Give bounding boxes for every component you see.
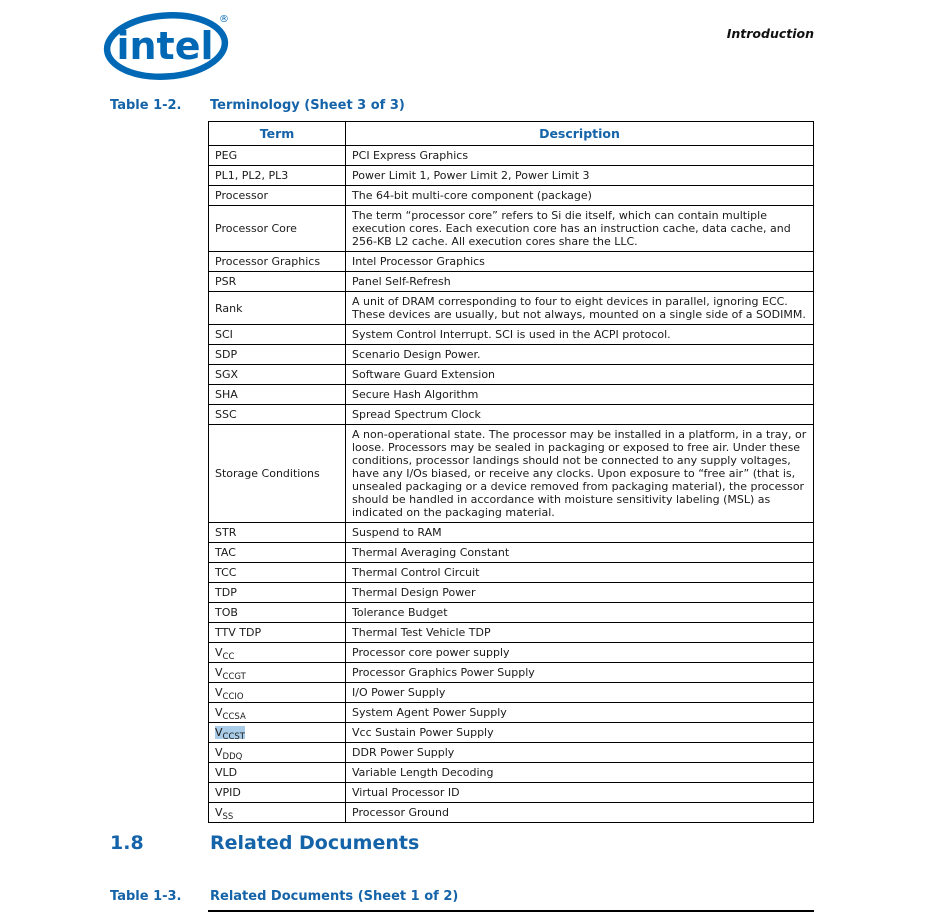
header-row <box>209 122 814 146</box>
term-text: Processor <box>215 189 268 202</box>
term-cell <box>209 186 346 206</box>
table-row <box>209 623 814 643</box>
term-subscript: CCIO <box>222 692 244 703</box>
description-cell: System Control Interrupt. SCI is used in the ACPI protocol. <box>346 325 814 345</box>
description-cell: Software Guard Extension <box>346 365 814 385</box>
description-cell: The 64-bit multi-core component (package) <box>346 186 814 206</box>
term-text: STR <box>215 526 237 539</box>
table-row <box>209 252 814 272</box>
description-cell: Virtual Processor ID <box>346 783 814 803</box>
terminology-table <box>208 121 814 823</box>
term-text: $V_{CCIO}$ <box>215 686 244 703</box>
description-cell: Tolerance Budget <box>346 603 814 623</box>
description-cell: Processor Ground <box>346 803 814 823</box>
description-cell: Panel Self-Refresh <box>346 272 814 292</box>
term-text: SCI <box>215 328 233 341</box>
table-row <box>209 186 814 206</box>
table-row <box>209 743 814 763</box>
term-text: PL1, PL2, PL3 <box>215 169 289 182</box>
highlighted-term: $V_{CCST}$ <box>215 726 245 743</box>
table-row <box>209 166 814 186</box>
term-cell <box>209 663 346 683</box>
column-header-description: Description <box>346 122 814 146</box>
table-row <box>209 643 814 663</box>
description-cell: Thermal Test Vehicle TDP <box>346 623 814 643</box>
term-cell <box>209 783 346 803</box>
column-header-term: Term <box>209 122 346 146</box>
term-text: VLD <box>215 766 238 779</box>
table-row <box>209 345 814 365</box>
term-text: TTV TDP <box>215 626 262 639</box>
term-cell <box>209 683 346 703</box>
table-1-3-caption <box>110 889 458 904</box>
term-cell <box>209 166 346 186</box>
table-row <box>209 405 814 425</box>
term-cell <box>209 543 346 563</box>
table-row <box>209 583 814 603</box>
table-row <box>209 146 814 166</box>
table-1-2-caption <box>110 98 405 113</box>
term-cell <box>209 405 346 425</box>
description-cell: Scenario Design Power. <box>346 345 814 365</box>
description-cell: PCI Express Graphics <box>346 146 814 166</box>
term-cell <box>209 425 346 523</box>
registered-trademark-icon: ® <box>219 14 229 25</box>
table-1-2-caption-label: Table 1-2. <box>110 98 182 113</box>
term-cell <box>209 292 346 325</box>
table-row <box>209 325 814 345</box>
description-cell: Vcc Sustain Power Supply <box>346 723 814 743</box>
term-text: PEG <box>215 149 238 162</box>
term-subscript: CCSA <box>222 712 246 723</box>
term-text: $V_{SS}$ <box>215 806 234 823</box>
table-row <box>209 563 814 583</box>
term-text: SHA <box>215 388 238 401</box>
term-text: SDP <box>215 348 238 361</box>
term-text: Rank <box>215 301 243 315</box>
table-row <box>209 425 814 523</box>
term-cell <box>209 146 346 166</box>
table-row <box>209 703 814 723</box>
table-row <box>209 763 814 783</box>
term-text: TCC <box>215 566 237 579</box>
table-row <box>209 206 814 252</box>
term-text: SGX <box>215 368 239 381</box>
term-cell <box>209 272 346 292</box>
table-1-2-caption-title: Terminology (Sheet 3 of 3) <box>210 98 405 113</box>
description-cell: Intel Processor Graphics <box>346 252 814 272</box>
term-text: SSC <box>215 408 237 421</box>
term-subscript: CC <box>222 652 235 663</box>
term-cell <box>209 385 346 405</box>
description-cell: A unit of DRAM corresponding to four to eight devices in parallel, ignoring ECC. These devices are usually, but not always, mounted on a single side of a SODIMM. <box>346 292 814 325</box>
section-number: 1.8 <box>110 832 144 854</box>
description-cell: Variable Length Decoding <box>346 763 814 783</box>
intel-logo-graphic <box>103 5 233 81</box>
table-row <box>209 543 814 563</box>
intel-logo-text: intel <box>116 24 214 68</box>
term-text: $V_{CCGT}$ <box>215 666 246 683</box>
table-1-3-top-border <box>208 910 814 912</box>
table-row <box>209 272 814 292</box>
term-cell <box>209 325 346 345</box>
term-subscript: DDQ <box>222 752 243 763</box>
term-cell <box>209 252 346 272</box>
term-cell <box>209 643 346 663</box>
description-cell: Processor core power supply <box>346 643 814 663</box>
term-cell <box>209 703 346 723</box>
table-row <box>209 292 814 325</box>
description-cell: I/O Power Supply <box>346 683 814 703</box>
description-cell: Processor Graphics Power Supply <box>346 663 814 683</box>
description-cell: Thermal Design Power <box>346 583 814 603</box>
section-title: Related Documents <box>210 832 420 854</box>
term-subscript: SS <box>222 812 234 823</box>
description-cell: Secure Hash Algorithm <box>346 385 814 405</box>
term-text: $V_{CC}$ <box>215 646 235 663</box>
term-cell <box>209 603 346 623</box>
table-1-3-caption-title: Related Documents (Sheet 1 of 2) <box>210 889 459 904</box>
term-text: VPID <box>215 786 241 799</box>
table-row <box>209 385 814 405</box>
terminology-table-body <box>209 146 814 823</box>
term-cell <box>209 763 346 783</box>
term-text: TOB <box>215 606 238 619</box>
term-text: TAC <box>215 546 236 559</box>
term-cell <box>209 743 346 763</box>
term-text: $V_{DDQ}$ <box>215 746 243 763</box>
term-subscript: CCST <box>222 732 245 743</box>
term-cell <box>209 723 346 743</box>
section-heading-related-documents <box>110 832 419 854</box>
term-text: PSR <box>215 275 237 288</box>
term-text: $V_{CCSA}$ <box>215 706 246 723</box>
terminology-table-header <box>209 122 814 146</box>
term-cell <box>209 345 346 365</box>
description-cell: DDR Power Supply <box>346 743 814 763</box>
description-cell: Spread Spectrum Clock <box>346 405 814 425</box>
table-row <box>209 663 814 683</box>
table-row <box>209 723 814 743</box>
table-row <box>209 523 814 543</box>
table-row <box>209 803 814 823</box>
running-header-chapter: Introduction <box>726 26 814 41</box>
term-text: Processor Core <box>215 222 297 235</box>
description-cell: Suspend to RAM <box>346 523 814 543</box>
intel-logo <box>103 5 233 81</box>
term-subscript: CCGT <box>222 672 246 683</box>
description-cell: Power Limit 1, Power Limit 2, Power Limit 3 <box>346 166 814 186</box>
term-cell <box>209 583 346 603</box>
description-cell: The term “processor core” refers to Si die itself, which can contain multiple execution cores. Each execution core has an instruction cache, data cache, and 256-KB L2 cache. All execution cores share the LLC. <box>346 206 814 252</box>
table-1-3-caption-label: Table 1-3. <box>110 889 182 904</box>
description-cell: A non-operational state. The processor may be installed in a platform, in a tray, or loose. Processors may be sealed in packaging or exposed to free air. Under these conditions, processor landings should not be connected to any supply voltages, have any I/Os biased, or receive any clocks. Upon exposure to “free air” (that is, unsealed packaging or a device removed from packaging material), the processor should be handled in accordance with moisture sensitivity labeling (MSL) as indicated on the packaging material. <box>346 425 814 523</box>
description-cell: Thermal Control Circuit <box>346 563 814 583</box>
term-text: Storage Conditions <box>215 467 320 480</box>
table-row <box>209 783 814 803</box>
term-cell <box>209 803 346 823</box>
term-text: Processor Graphics <box>215 255 321 268</box>
term-cell <box>209 523 346 543</box>
table-row <box>209 603 814 623</box>
description-cell: System Agent Power Supply <box>346 703 814 723</box>
description-cell: Thermal Averaging Constant <box>346 543 814 563</box>
term-text: TDP <box>215 586 237 599</box>
term-cell <box>209 365 346 385</box>
term-cell <box>209 623 346 643</box>
term-cell <box>209 206 346 252</box>
term-cell <box>209 563 346 583</box>
table-row <box>209 365 814 385</box>
table-row <box>209 683 814 703</box>
